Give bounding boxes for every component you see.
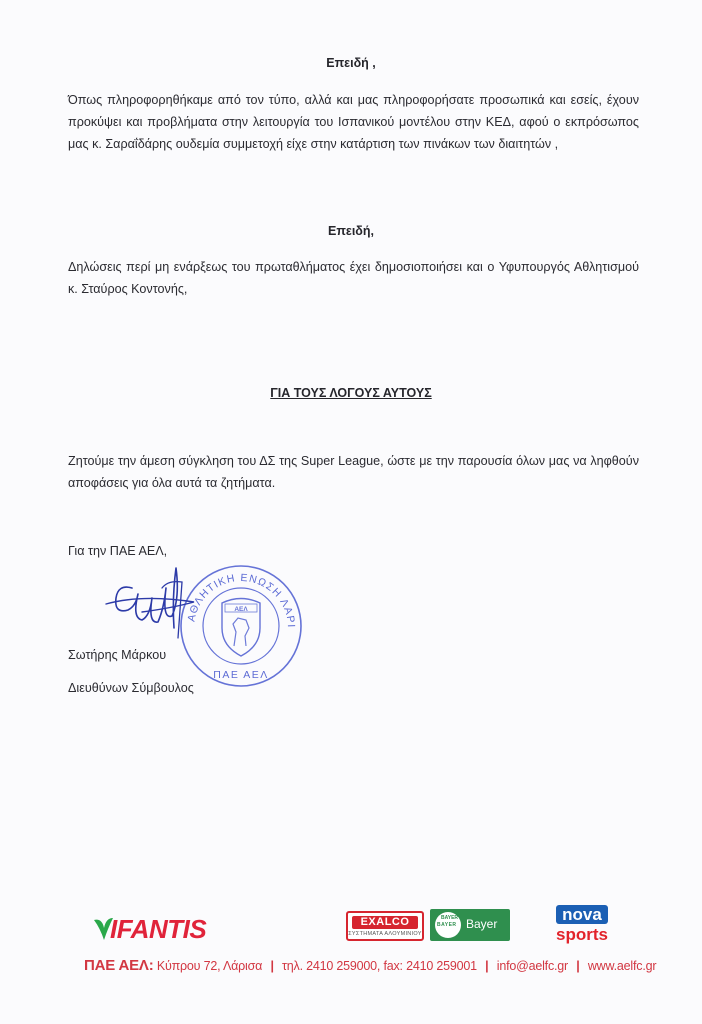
bayer-cross-icon <box>435 912 461 938</box>
signer-title: Διευθύνων Σύμβουλος <box>68 681 194 695</box>
sports-wordmark: sports <box>556 925 608 944</box>
paragraph-3: Ζητούμε την άμεση σύγκληση του ΔΣ της Super League, ώστε με την παρουσία όλων μας να ληφθούν αποφάσεις για όλα αυτά τα ζητήματα. <box>68 454 639 490</box>
footer-separator: | <box>270 959 274 973</box>
nova-wordmark: nova <box>556 905 608 924</box>
closing-for-line: Για την ΠΑΕ ΑΕΛ, <box>68 544 168 558</box>
ifantis-wordmark: IFANTIS <box>110 914 207 944</box>
footer-phone: τηλ. 2410 259000, fax: 2410 259001 <box>282 959 477 973</box>
bayer-logo <box>430 909 510 941</box>
nova-sports-logo <box>546 905 618 949</box>
bayer-cross-vertical: BAYER <box>441 915 459 921</box>
stamp-badge-text: ΑΕΛ <box>234 606 248 613</box>
paragraph-2: Δηλώσεις περί μη ενάρξεως του πρωταθλήματος έχει δημοσιοποιήσει και ο Υφυπουργός Αθλητισμού κ. Σταύρος Κοντονής, <box>68 260 639 296</box>
ifantis-logo <box>92 912 222 946</box>
stamp-ring-text: ΑΘΛΗΤΙΚΗ ΕΝΩΣΗ ΛΑΡΙ <box>185 571 298 629</box>
footer-website-link[interactable]: www.aelfc.gr <box>587 959 657 973</box>
stamp-bottom-text: ΠΑΕ ΑΕΛ <box>213 669 269 681</box>
exalco-tagline: ΣΥΣΤΗΜΑΤΑ ΑΛΟΥΜΙΝΙΟΥ <box>348 931 422 937</box>
footer-club-name: ΠΑΕ ΑΕΛ: <box>84 957 154 974</box>
footer-email-link[interactable]: info@aelfc.gr <box>496 959 568 973</box>
exalco-logo <box>346 911 424 941</box>
exalco-wordmark: EXALCO <box>352 916 418 929</box>
bayer-cross-horizontal: BAYER <box>437 922 457 928</box>
footer-contact-line <box>84 957 657 974</box>
footer-separator: | <box>576 959 580 973</box>
bayer-wordmark: Bayer <box>466 917 498 931</box>
paragraph-1: Όπως πληροφορηθήκαμε από τον τύπο, αλλά και μας πληροφορήσατε προσωπικά και εσείς, έχουν προκύψει και προβλήματα στην λειτουργία του Ισπανικού μοντέλου στην ΚΕΔ, αφού ο εκπρόσωπος μας κ. Σαραΐδάρης ουδεμία συμμετοχή είχε στην κατάρτιση των πινάκων των διαιτητών , <box>68 93 639 151</box>
footer-separator: | <box>485 959 489 973</box>
heading-reasons: ΓΙΑ ΤΟΥΣ ΛΟΓΟΥΣ ΑΥΤΟΥΣ <box>270 386 432 400</box>
heading-epeidi-2: Επειδή, <box>327 224 374 238</box>
footer-address: Κύπρου 72, Λάρισα <box>156 959 263 973</box>
heading-epeidi-1: Επειδή , <box>326 56 376 70</box>
signer-name: Σωτήρης Μάρκου <box>68 648 167 662</box>
signature <box>102 558 212 648</box>
